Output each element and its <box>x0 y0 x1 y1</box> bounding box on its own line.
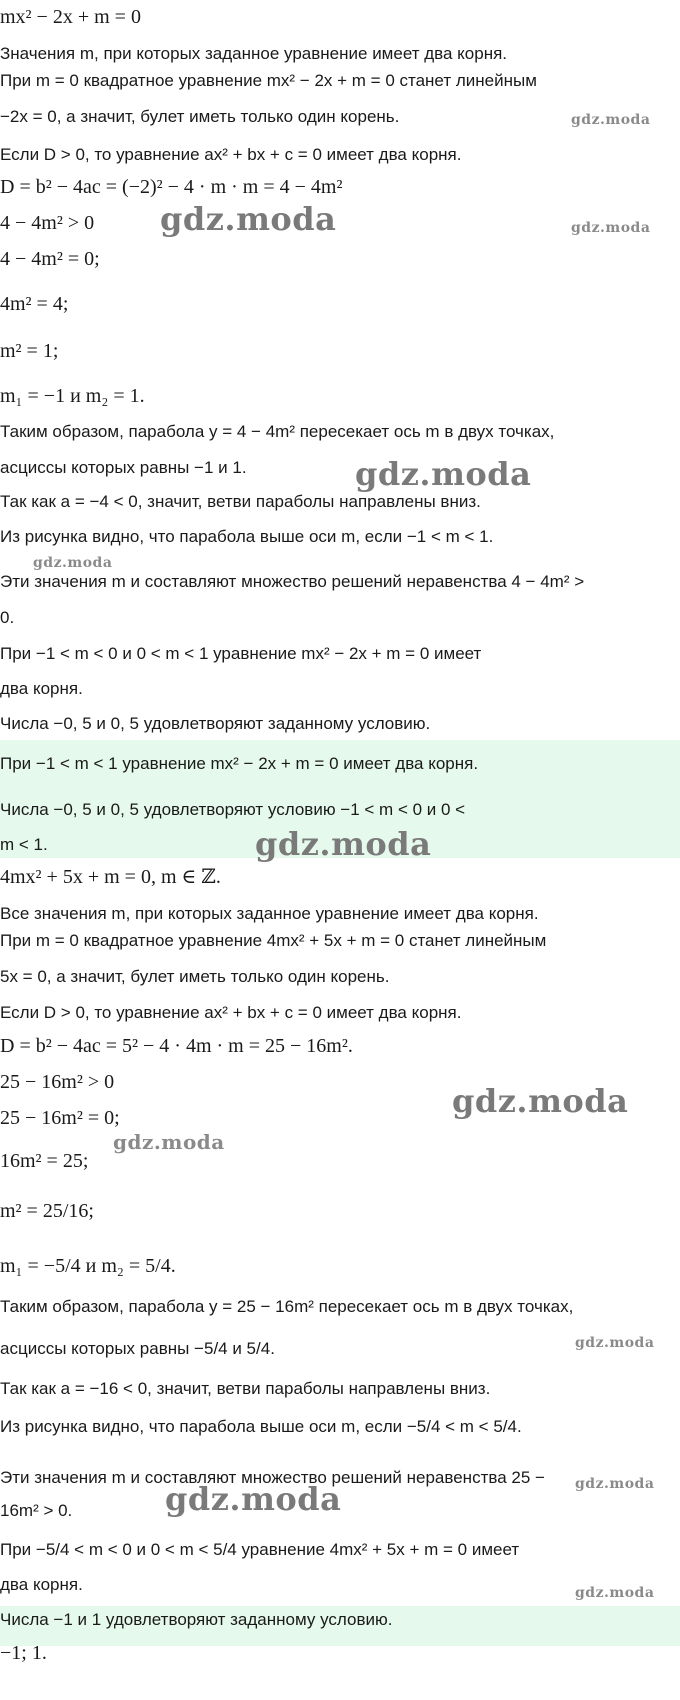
text-line: Если D > 0, то уравнение ax² + bx + c = 0 имеет два корня. <box>0 145 462 164</box>
answer-line: При −1 < m < 1 уравнение mx² − 2x + m = 0 имеет два корня. <box>0 754 479 773</box>
watermark: gdz.moda <box>255 825 432 863</box>
text-line: Таким образом, парабола y = 25 − 16m² пересекает ось m в двух точках, <box>0 1297 574 1316</box>
watermark: gdz.moda <box>575 1335 655 1351</box>
watermark: gdz.moda <box>355 455 532 493</box>
answer-line: m < 1. <box>0 835 48 854</box>
text-line: 16m² > 0. <box>0 1501 73 1520</box>
text-line: Так как a = −4 < 0, значит, ветви параболы направлены вниз. <box>0 492 481 511</box>
text-line: Эти значения m и составляют множество решений неравенства 25 − <box>0 1468 545 1487</box>
text-line: При −1 < m < 0 и 0 < m < 1 уравнение mx² − 2x + m = 0 имеет <box>0 644 482 663</box>
text-line: асциссы которых равны −5/4 и 5/4. <box>0 1339 275 1358</box>
text-line: При −5/4 < m < 0 и 0 < m < 5/4 уравнение 4mx² + 5x + m = 0 имеет <box>0 1540 520 1559</box>
text-line: −2x = 0, а значит, булет иметь только один корень. <box>0 107 400 126</box>
watermark: gdz.moda <box>165 1480 342 1518</box>
text-line: Из рисунка видно, что парабола выше оси m, если −1 < m < 1. <box>0 527 494 546</box>
math-line: m₁ = −1 и m₂ = 1. <box>0 385 145 407</box>
watermark: gdz.moda <box>571 220 651 236</box>
math-line: 16m² = 25; <box>0 1150 89 1172</box>
math-line: D = b² − 4ac = (−2)² − 4 · m · m = 4 − 4m² <box>0 176 343 198</box>
equation-heading-1: mx² − 2x + m = 0 <box>0 6 141 28</box>
math-line: m₁ = −5/4 и m₂ = 5/4. <box>0 1255 176 1277</box>
math-line: m² = 1; <box>0 340 59 362</box>
text-line: Из рисунка видно, что парабола выше оси m, если −5/4 < m < 5/4. <box>0 1417 522 1436</box>
text-line: Числа −0, 5 и 0, 5 удовлетворяют заданному условию. <box>0 714 431 733</box>
math-line: 4m² = 4; <box>0 293 69 315</box>
watermark: gdz.moda <box>113 1130 225 1154</box>
math-line: D = b² − 4ac = 5² − 4 · 4m · m = 25 − 16m². <box>0 1035 353 1057</box>
math-line: m² = 25/16; <box>0 1200 94 1222</box>
watermark: gdz.moda <box>160 200 337 238</box>
math-line: 25 − 16m² = 0; <box>0 1107 120 1129</box>
text-line: два корня. <box>0 679 83 698</box>
text-line: Если D > 0, то уравнение ax² + bx + c = 0 имеет два корня. <box>0 1003 462 1022</box>
answer-line: Числа −0, 5 и 0, 5 удовлетворяют условию −1 < m < 0 и 0 < <box>0 800 466 819</box>
watermark: gdz.moda <box>575 1585 655 1601</box>
text-line: Числа −1 и 1 удовлетворяют заданному условию. <box>0 1610 393 1629</box>
equation-heading-2: 4mx² + 5x + m = 0, m ∈ ℤ. <box>0 866 221 888</box>
math-line: 4 − 4m² = 0; <box>0 248 100 270</box>
text-line: два корня. <box>0 1575 83 1594</box>
watermark: gdz.moda <box>452 1082 629 1120</box>
text-line: асциссы которых равны −1 и 1. <box>0 458 247 477</box>
watermark: gdz.moda <box>575 1476 655 1492</box>
text-line: Таким образом, парабола y = 4 − 4m² пересекает ось m в двух точках, <box>0 422 555 441</box>
text-line: При m = 0 квадратное уравнение mx² − 2x + m = 0 станет линейным <box>0 71 537 90</box>
text-line: Эти значения m и составляют множество решений неравенства 4 − 4m² > <box>0 572 585 591</box>
math-line: 25 − 16m² > 0 <box>0 1071 115 1093</box>
answer-line: −1; 1. <box>0 1642 47 1664</box>
text-line: При m = 0 квадратное уравнение 4mx² + 5x + m = 0 станет линейным <box>0 931 547 950</box>
text-line: 5x = 0, а значит, булет иметь только один корень. <box>0 967 390 986</box>
text-line: 0. <box>0 608 15 627</box>
text-line: Значения m, при которых заданное уравнение имеет два корня. <box>0 44 508 63</box>
text-line: Все значения m, при которых заданное уравнение имеет два корня. <box>0 904 539 923</box>
text-line: Так как a = −16 < 0, значит, ветви параболы направлены вниз. <box>0 1379 491 1398</box>
watermark: gdz.moda <box>571 112 651 128</box>
watermark: gdz.moda <box>33 555 113 571</box>
math-line: 4 − 4m² > 0 <box>0 212 95 234</box>
